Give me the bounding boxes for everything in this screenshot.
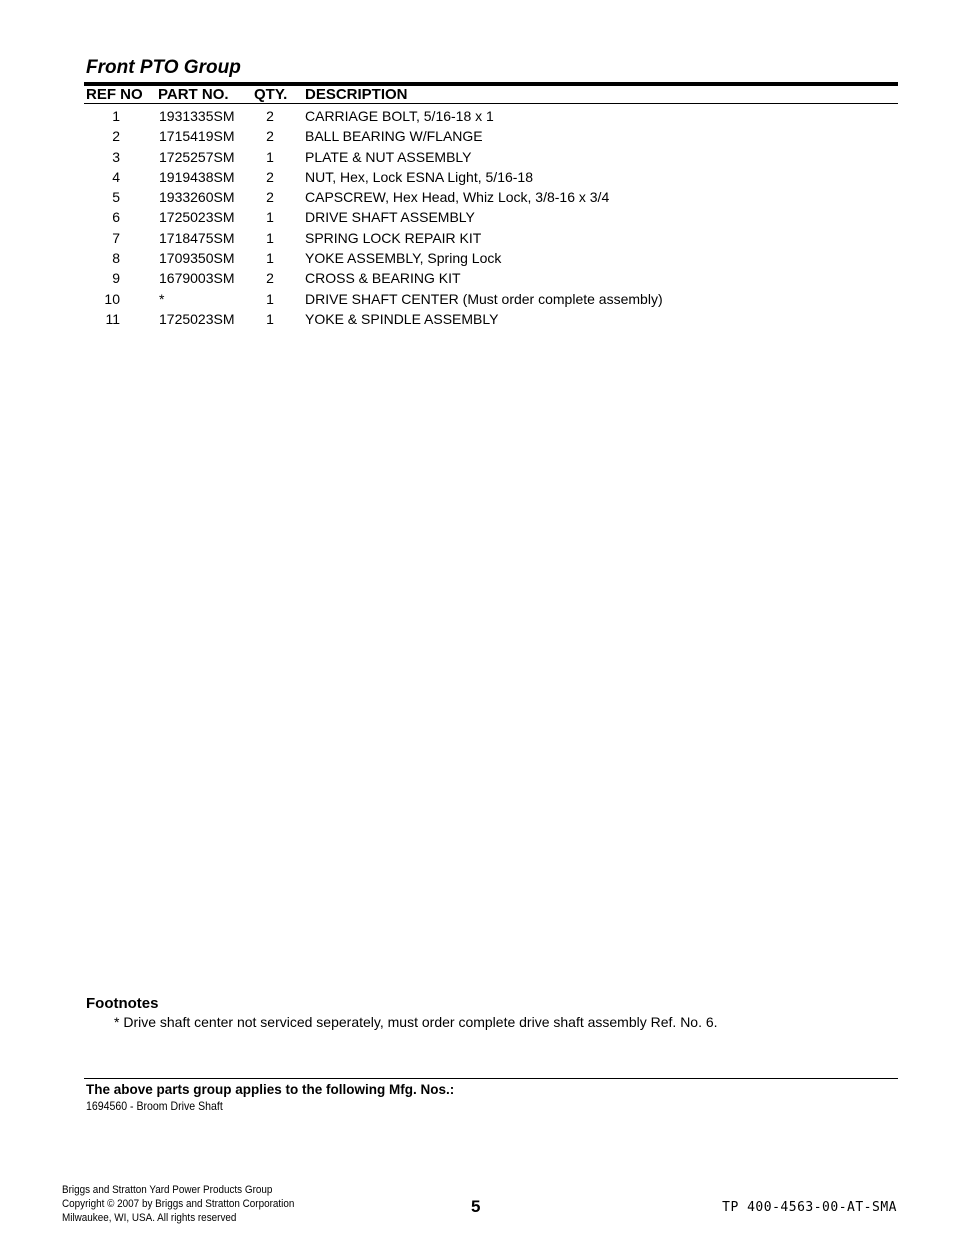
parts-table [0, 106, 954, 329]
description-cell: CROSS & BEARING KIT [305, 270, 461, 287]
table-row [0, 309, 954, 329]
part-no-cell: 1933260SM [159, 189, 235, 206]
table-row [0, 187, 954, 207]
part-no-cell: 1715419SM [159, 128, 235, 145]
ref-no-cell: 7 [112, 229, 120, 246]
part-no-cell: 1679003SM [159, 270, 235, 287]
part-no-cell: 1709350SM [159, 250, 235, 267]
qty-cell: 2 [266, 168, 274, 185]
description-cell: SPRING LOCK REPAIR KIT [305, 229, 482, 246]
description-cell: CAPSCREW, Hex Head, Whiz Lock, 3/8-16 x 3/4 [305, 189, 610, 206]
qty-cell: 2 [266, 189, 274, 206]
ref-no-cell: 9 [112, 270, 120, 287]
column-header-part-no: PART NO. [158, 86, 229, 103]
part-no-cell: 1725257SM [159, 148, 235, 165]
description-cell: BALL BEARING W/FLANGE [305, 128, 483, 145]
footer-line-location: Milwaukee, WI, USA. All rights reserved [62, 1212, 237, 1224]
column-header-qty: QTY. [254, 86, 288, 103]
description-cell: DRIVE SHAFT CENTER (Must order complete assembly) [305, 290, 663, 307]
footnote-text: * Drive shaft center not serviced seperately, must order complete drive shaft assembly Ref. No. 6. [114, 1014, 718, 1030]
ref-no-cell: 6 [112, 209, 120, 226]
qty-cell: 1 [266, 229, 274, 246]
document-code: TP 400-4563-00-AT-SMA [722, 1200, 897, 1215]
table-row [0, 207, 954, 227]
description-cell: DRIVE SHAFT ASSEMBLY [305, 209, 475, 226]
part-no-cell: 1725023SM [159, 209, 235, 226]
footer-copyright [62, 1183, 294, 1225]
table-row [0, 126, 954, 146]
footer-line-copyright: Copyright © 2007 by Briggs and Stratton Corporation [62, 1198, 295, 1210]
ref-no-cell: 8 [112, 250, 120, 267]
qty-cell: 1 [266, 290, 274, 307]
part-no-cell: 1725023SM [159, 310, 235, 327]
ref-no-cell: 10 [104, 290, 120, 307]
footer-line-company: Briggs and Stratton Yard Power Products Group [62, 1184, 273, 1196]
mfg-rule [84, 1078, 898, 1079]
qty-cell: 1 [266, 209, 274, 226]
table-row [0, 228, 954, 248]
table-row [0, 167, 954, 187]
footnotes-heading: Footnotes [86, 995, 159, 1012]
ref-no-cell: 4 [112, 168, 120, 185]
qty-cell: 1 [266, 310, 274, 327]
column-header-ref-no: REF NO [86, 86, 143, 103]
table-row [0, 106, 954, 126]
qty-cell: 2 [266, 270, 274, 287]
part-no-cell: 1718475SM [159, 229, 235, 246]
ref-no-cell: 5 [112, 189, 120, 206]
table-row [0, 289, 954, 309]
description-cell: PLATE & NUT ASSEMBLY [305, 148, 472, 165]
table-row [0, 268, 954, 288]
description-cell: YOKE & SPINDLE ASSEMBLY [305, 310, 499, 327]
qty-cell: 1 [266, 250, 274, 267]
ref-no-cell: 2 [112, 128, 120, 145]
table-row [0, 147, 954, 167]
ref-no-cell: 11 [105, 310, 120, 327]
column-header-description: DESCRIPTION [305, 86, 408, 103]
header-rule [84, 103, 898, 104]
qty-cell: 1 [266, 148, 274, 165]
mfg-heading: The above parts group applies to the following Mfg. Nos.: [86, 1082, 455, 1097]
qty-cell: 2 [266, 108, 274, 124]
qty-cell: 2 [266, 128, 274, 145]
part-no-cell: * [159, 290, 165, 307]
ref-no-cell: 1 [112, 108, 120, 124]
ref-no-cell: 3 [112, 148, 120, 165]
description-cell: NUT, Hex, Lock ESNA Light, 5/16-18 [305, 168, 533, 185]
description-cell: CARRIAGE BOLT, 5/16-18 x 1 [305, 108, 494, 124]
description-cell: YOKE ASSEMBLY, Spring Lock [305, 250, 502, 267]
page-number: 5 [471, 1197, 481, 1216]
part-no-cell: 1931335SM [159, 108, 235, 124]
page-title: Front PTO Group [86, 57, 241, 78]
table-row [0, 248, 954, 268]
part-no-cell: 1919438SM [159, 168, 235, 185]
mfg-item: 1694560 - Broom Drive Shaft [86, 1099, 223, 1113]
